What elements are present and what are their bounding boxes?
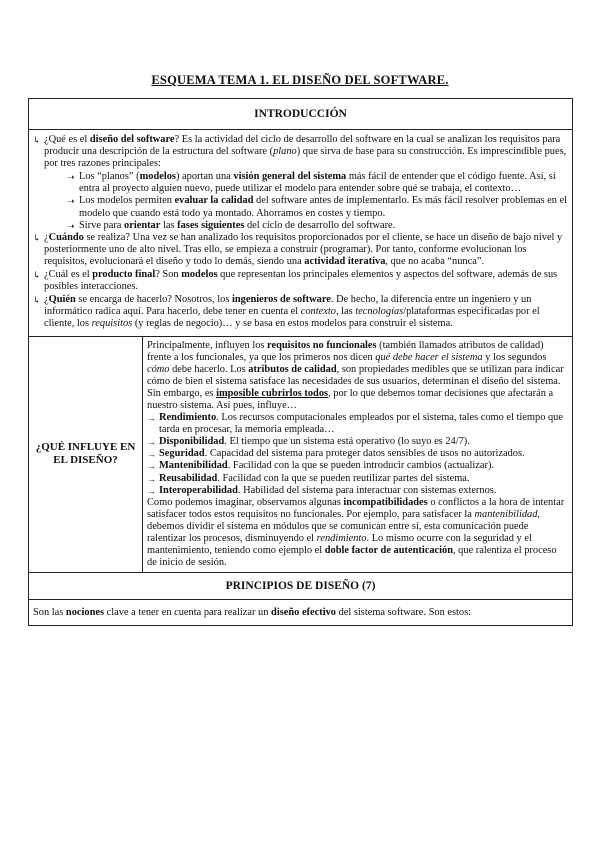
- influye-content: [143, 337, 572, 573]
- influye-section: [29, 337, 572, 574]
- list-item: ➝ Los “planos” (modelos) aportan una visión general del sistema más fácil de entender que el código fuente. Así, si entra al proyecto alguien nuevo, puede utilizar el modelo para entender sobre qué se trabaja, el contexto…: [67, 171, 556, 195]
- section-heading-introduccion: INTRODUCCIÓN: [29, 99, 572, 130]
- outline-table: [28, 98, 573, 626]
- arrow-icon: →: [147, 485, 156, 496]
- reasons-list: [67, 171, 568, 231]
- arrow-icon: →: [147, 461, 156, 472]
- question-when: ↳ ¿Cuándo se realiza? Una vez se han analizado los requisitos proporcionados por el cliente, se hace un diseño de bajo nivel y posteriormente uno de alto nivel. Tras ello, se empieza a construir (programar). Por tanto, conforme evolucionan los requisitos, evolucionará el diseño y todo lo demás, siendo una actividad iterativa, que no acaba “nunca”.: [33, 231, 563, 267]
- bullet-arrow-icon: ↳: [33, 295, 41, 306]
- influye-paragraph-2: Como podemos imaginar, observamos algunas incompatibilidades o conflictos a la hora de intentar satisfacer todos estos requisitos no funcionales. Por ejemplo, para satisfacer la mantenibilidad, debemos dividir el sistema en módulos que se comunican entre sí, esta comunicación puede ralentizar los procesos, disminuyendo el rendimiento. Lo mismo ocurre con la seguridad y el mantenimiento, teniendo como ejemplo el doble factor de autenticación, que ralentiza el proceso de inicio de sesión.: [147, 496, 565, 569]
- arrow-icon: →: [147, 473, 156, 484]
- sub-bullet-arrow-icon: ➝: [67, 196, 75, 207]
- bullet-arrow-icon: ↳: [33, 135, 41, 145]
- arrow-icon: →: [147, 413, 156, 424]
- question-final-product: ↳ ¿Cuál es el producto final? Son modelos que representan los principales elementos y aspectos del software, además de sus posibles interacciones.: [33, 269, 558, 293]
- list-item: → Reusabilidad. Facilidad con la que se pueden reutilizar partes del sistema.: [147, 472, 470, 484]
- influye-label: ¿QUÉ INFLUYE EN EL DISEÑO?: [29, 337, 143, 573]
- influye-paragraph-1: Principalmente, influyen los requisitos no funcionales (también llamados atributos de calidad) frente a los funcionales, ya que los primeros nos dicen qué debe hacer el sistema y los segundos cómo debe hacerlo. Los atributos de calidad, son propiedades medibles que se utilizan para indicar cómo de bien el sistema satisface las necesidades de sus usuarios, determinan el diseño del sistema. Sin embargo, es imposible cubrirlos todos, por lo que debemos tomar decisiones que afectarán a nuestro sistema. Así pues, influye…: [147, 339, 564, 411]
- list-item: ➝ Los modelos permiten evaluar la calidad del software antes de implementarlo. Es más fácil resolver problemas en el modelo que cuando está todo ya montado. Ahorramos en costes y tiempo.: [67, 195, 568, 219]
- list-item: → Seguridad. Capacidad del sistema para proteger datos sensibles de usos no autorizados.: [147, 448, 525, 460]
- introduccion-content: [29, 130, 572, 337]
- list-item: → Rendimiento. Los recursos computacionales empleados por el sistema, tales como el tiempo que tarda en procesar, la memoria empleada…: [147, 412, 563, 436]
- document-title: ESQUEMA TEMA 1. EL DISEÑO DEL SOFTWARE.: [151, 73, 449, 87]
- question-who: ↳ ¿Quién se encarga de hacerlo? Nosotros, los ingenieros de software. De hecho, la diferencia entre un ingeniero y un informático radica aquí. Para hacerlo, debe tener en cuenta el contexto, las tecnologías/plataformas especificadas por el cliente, los requisitos (y reglas de negocio)… y se basa en estos modelos para construir el sistema.: [33, 294, 540, 330]
- section-heading-principios: PRINCIPIOS DE DISEÑO (7): [29, 573, 572, 600]
- sub-bullet-arrow-icon: ➝: [67, 220, 75, 231]
- bullet-arrow-icon: ↳: [33, 270, 41, 281]
- arrow-icon: →: [147, 437, 156, 448]
- arrow-icon: →: [147, 449, 156, 460]
- list-item: → Mantenibilidad. Facilidad con la que se pueden introducir cambios (actualizar).: [147, 460, 495, 472]
- principios-content: Son las nociones clave a tener en cuenta para realizar un diseño efectivo del sistema software. Son estos:: [33, 607, 472, 619]
- sub-bullet-arrow-icon: ➝: [67, 172, 75, 183]
- question-what-is-design: ↳ ¿Qué es el diseño del software? Es la actividad del ciclo de desarrollo del software en la cual se analizan los requisitos para producir una descripción de la estructura del software (plano) que sirva de base para su construcción. Es imprescindible pues, por tres razones principales:: [33, 134, 567, 170]
- list-item: ➝ Sirve para orientar las fases siguientes del ciclo de desarrollo del software.: [67, 219, 396, 231]
- list-item: → Disponibilidad. El tiempo que un sistema está operativo (lo suyo es 24/7).: [147, 436, 470, 448]
- bullet-arrow-icon: ↳: [33, 232, 41, 243]
- list-item: → Interoperabilidad. Habilidad del sistema para interactuar con sistemas externos.: [147, 484, 497, 496]
